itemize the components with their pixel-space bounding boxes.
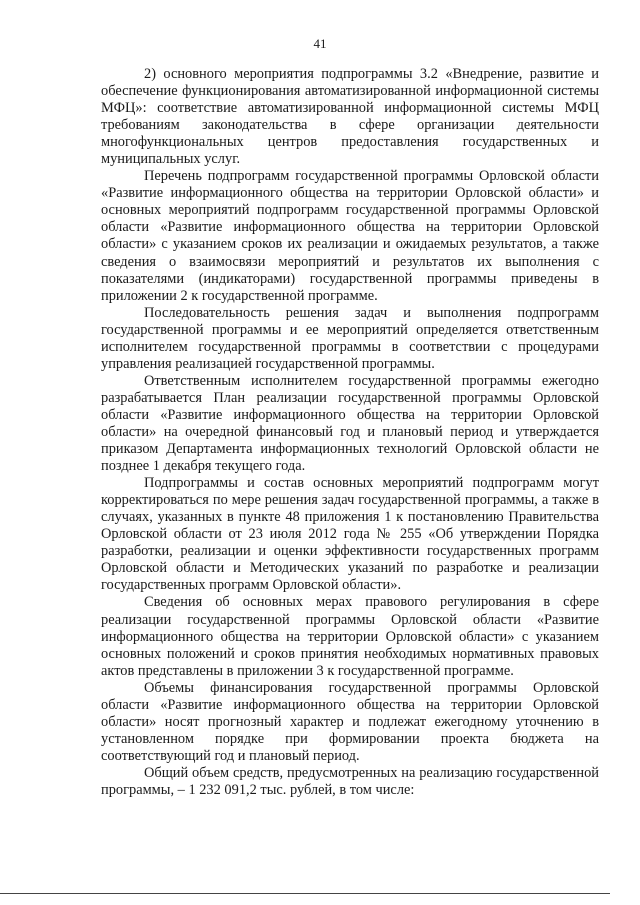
paragraph: Ответственным исполнителем государственной программы ежегодно разрабатывается План реализации государственной программы Орловской области «Развитие информационного общества на территории Орловской области» на очередной финансовый год и плановый период и утверждается приказом Департамента информационных технологий Орловской области не позднее 1 декабря текущего года. bbox=[101, 372, 599, 475]
page-bottom-divider bbox=[0, 893, 610, 894]
paragraph: Общий объем средств, предусмотренных на реализацию государственной программы, – 1 232 091,2 тыс. рублей, в том числе: bbox=[101, 764, 599, 798]
paragraph: Сведения об основных мерах правового регулирования в сфере реализации государственной программы Орловской области «Развитие информационного общества на территории Орловской области» с указанием основных положений и сроков принятия необходимых нормативных правовых актов представлены в приложении 3 к государственной программе. bbox=[101, 594, 599, 679]
page-number: 41 bbox=[313, 36, 327, 51]
paragraph: 2) основного мероприятия подпрограммы 3.2 «Внедрение, развитие и обеспечение функционирования автоматизированной информационной системы МФЦ»: соответствие автоматизированной информационной системы МФЦ требованиям законодательства в сфере организации деятельности многофункциональных центров предоставления государственных и муниципальных услуг. bbox=[101, 66, 599, 168]
document-body bbox=[101, 66, 599, 799]
paragraph: Последовательность решения задач и выполнения подпрограмм государственной программы и ее мероприятий определяется ответственным исполнителем государственной программы в соответствии с процедурами управления реализацией государственной программы. bbox=[101, 304, 599, 372]
paragraph: Перечень подпрограмм государственной программы Орловской области «Развитие информационного общества на территории Орловской области» и основных мероприятий подпрограмм государственной программы Орловской области «Развитие информационного общества на территории Орловской области» с указанием сроков их реализации и ожидаемых результатов, а также сведения о взаимосвязи мероприятий и результатов их выполнения с показателями (индикаторами) государственной программы приведены в приложении 2 к государственной программе. bbox=[101, 168, 599, 304]
paragraph: Подпрограммы и состав основных мероприятий подпрограмм могут корректироваться по мере решения задач государственной программы, а также в случаях, указанных в пункте 48 приложения 1 к постановлению Правительства Орловской области от 23 июля 2012 года № 255 «Об утверждении Порядка разработки, реализации и оценки эффективности государственных программ Орловской области и Методических указаний по разработке и реализации государственных программ Орловской области». bbox=[101, 475, 599, 594]
paragraph: Объемы финансирования государственной программы Орловской области «Развитие информационного общества на территории Орловской области» носят прогнозный характер и подлежат ежегодному уточнению в установленном порядке при формировании проекта бюджета на соответствующий год и плановый период. bbox=[101, 679, 599, 764]
